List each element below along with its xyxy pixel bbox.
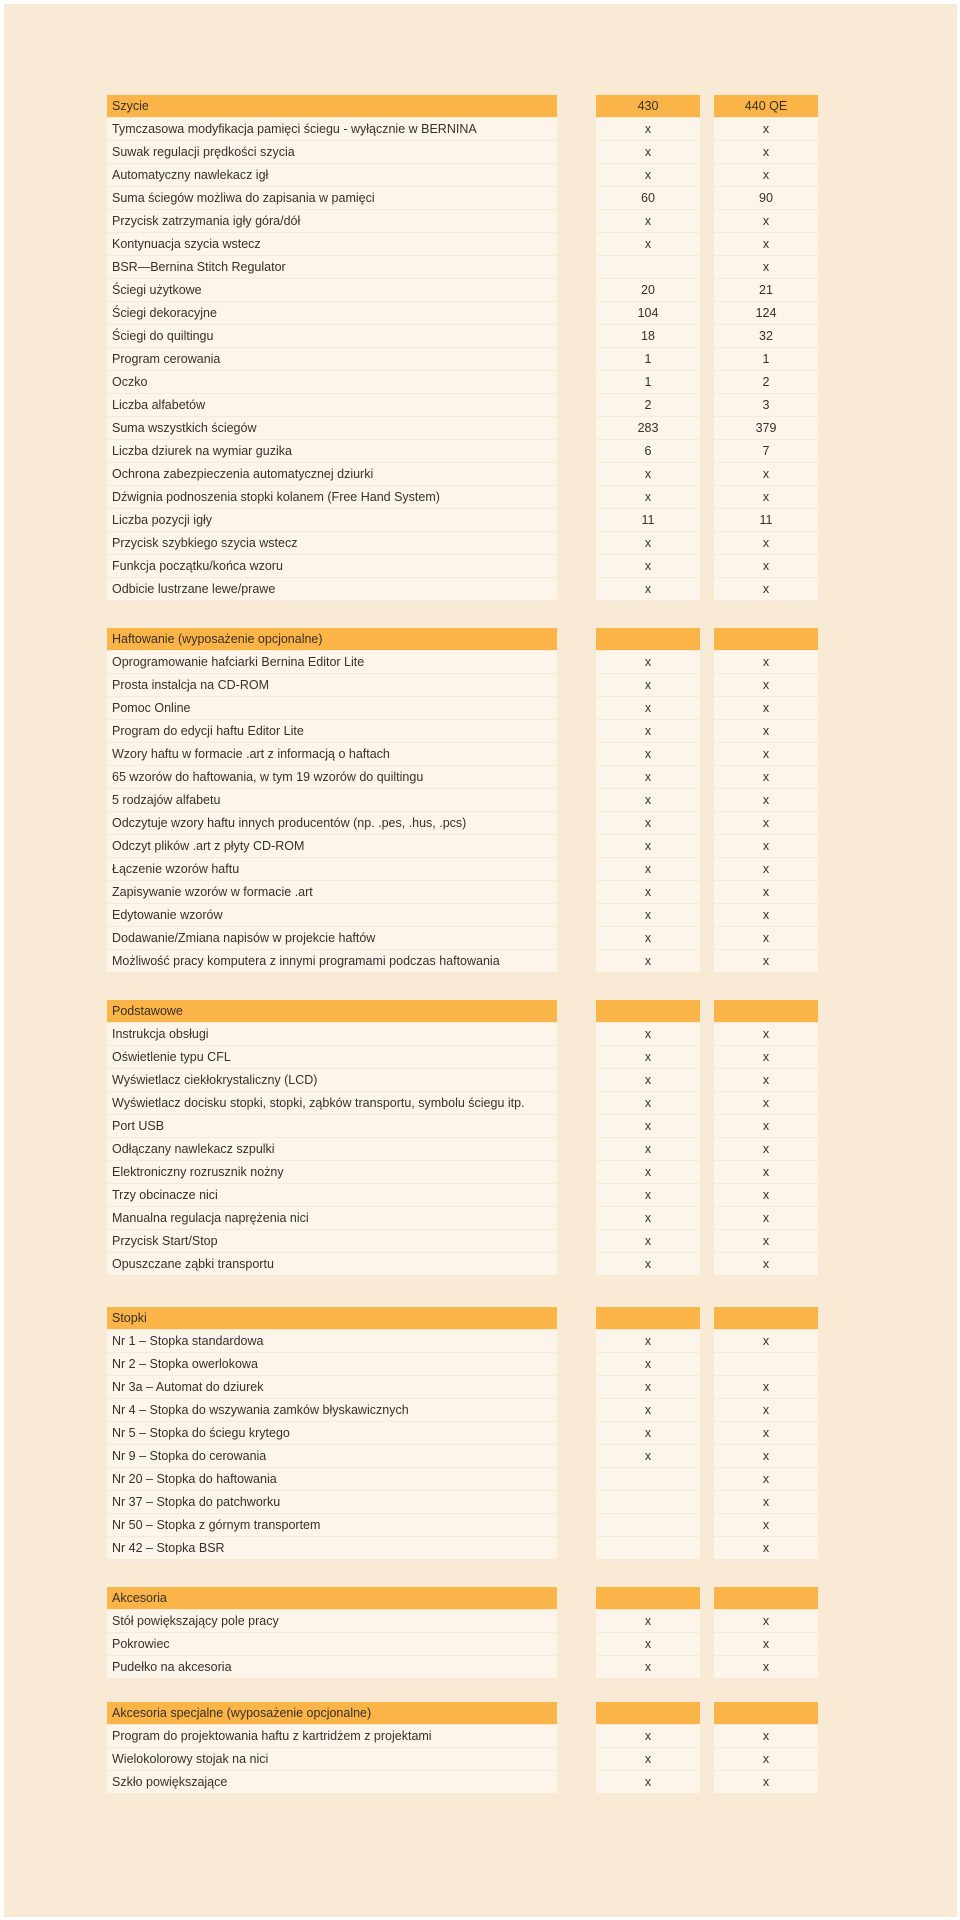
table-row <box>4 743 957 765</box>
feature-label: Nr 2 – Stopka owerlokowa <box>107 1353 557 1375</box>
section-title: Podstawowe <box>107 1000 557 1022</box>
value-440qe: 124 <box>714 302 818 324</box>
column-header-430 <box>596 1702 700 1724</box>
value-440qe: 90 <box>714 187 818 209</box>
section-header-row <box>4 628 957 650</box>
feature-label: Program cerowania <box>107 348 557 370</box>
value-440qe: x <box>714 164 818 186</box>
table-row <box>4 509 957 531</box>
table-row <box>4 256 957 278</box>
value-440qe: x <box>714 578 818 600</box>
value-440qe: x <box>714 1399 818 1421</box>
table-row <box>4 1184 957 1206</box>
value-440qe: x <box>714 904 818 926</box>
section-table <box>4 1587 957 1679</box>
table-row <box>4 394 957 416</box>
feature-label: Stół powiększający pole pracy <box>107 1610 557 1632</box>
value-430: x <box>596 835 700 857</box>
table-row <box>4 141 957 163</box>
value-440qe: x <box>714 256 818 278</box>
table-row <box>4 1468 957 1490</box>
section-title: Akcesoria <box>107 1587 557 1609</box>
feature-label: Pudełko na akcesoria <box>107 1656 557 1678</box>
feature-label: Ściegi do quiltingu <box>107 325 557 347</box>
table-row <box>4 651 957 673</box>
value-430: x <box>596 463 700 485</box>
value-440qe: x <box>714 1748 818 1770</box>
value-430: x <box>596 950 700 972</box>
value-430: x <box>596 858 700 880</box>
table-row <box>4 463 957 485</box>
feature-label: Odbicie lustrzane lewe/prawe <box>107 578 557 600</box>
value-430: x <box>596 1092 700 1114</box>
value-440qe: 379 <box>714 417 818 439</box>
table-row <box>4 927 957 949</box>
value-430: x <box>596 1633 700 1655</box>
value-430: x <box>596 651 700 673</box>
value-430 <box>596 1491 700 1513</box>
value-430: x <box>596 674 700 696</box>
value-440qe: x <box>714 1633 818 1655</box>
section-header-row <box>4 1307 957 1329</box>
feature-label: Trzy obcinacze nici <box>107 1184 557 1206</box>
feature-label: Nr 20 – Stopka do haftowania <box>107 1468 557 1490</box>
value-430: x <box>596 743 700 765</box>
value-440qe: x <box>714 858 818 880</box>
section-header-row <box>4 1587 957 1609</box>
value-440qe: x <box>714 743 818 765</box>
feature-label: Nr 5 – Stopka do ściegu krytego <box>107 1422 557 1444</box>
value-430: 6 <box>596 440 700 462</box>
table-row <box>4 1161 957 1183</box>
feature-label: Szkło powiększające <box>107 1771 557 1793</box>
column-header-430 <box>596 1000 700 1022</box>
value-440qe: x <box>714 1725 818 1747</box>
value-430: x <box>596 1725 700 1747</box>
feature-label: Oprogramowanie hafciarki Bernina Editor Lite <box>107 651 557 673</box>
value-440qe: 2 <box>714 371 818 393</box>
value-440qe: x <box>714 1069 818 1091</box>
feature-label: Ściegi dekoracyjne <box>107 302 557 324</box>
table-row <box>4 1092 957 1114</box>
value-430: x <box>596 881 700 903</box>
value-430: x <box>596 1138 700 1160</box>
feature-label: Suma ściegów możliwa do zapisania w pamięci <box>107 187 557 209</box>
feature-label: Przycisk Start/Stop <box>107 1230 557 1252</box>
column-header-430 <box>596 1307 700 1329</box>
value-430: x <box>596 1422 700 1444</box>
feature-label: Wzory haftu w formacie .art z informacją o haftach <box>107 743 557 765</box>
feature-label: Odczytuje wzory haftu innych producentów (np. .pes, .hus, .pcs) <box>107 812 557 834</box>
table-row <box>4 1771 957 1793</box>
feature-label: Oczko <box>107 371 557 393</box>
value-440qe: 3 <box>714 394 818 416</box>
feature-label: Opuszczane ząbki transportu <box>107 1253 557 1275</box>
value-430 <box>596 1514 700 1536</box>
value-430: x <box>596 578 700 600</box>
feature-label: BSR—Bernina Stitch Regulator <box>107 256 557 278</box>
feature-label: Tymczasowa modyfikacja pamięci ściegu - wyłącznie w BERNINA <box>107 118 557 140</box>
value-440qe: x <box>714 881 818 903</box>
value-430: x <box>596 812 700 834</box>
table-row <box>4 532 957 554</box>
section-title: Haftowanie (wyposażenie opcjonalne) <box>107 628 557 650</box>
section-table <box>4 1307 957 1560</box>
table-row <box>4 1023 957 1045</box>
table-row <box>4 118 957 140</box>
value-430: x <box>596 1330 700 1352</box>
feature-label: Liczba alfabetów <box>107 394 557 416</box>
table-row <box>4 1330 957 1352</box>
value-430 <box>596 1537 700 1559</box>
column-header-430 <box>596 628 700 650</box>
value-430: x <box>596 1771 700 1793</box>
column-header-440qe: 440 QE <box>714 95 818 117</box>
value-440qe: x <box>714 651 818 673</box>
value-440qe: x <box>714 1422 818 1444</box>
feature-label: Nr 42 – Stopka BSR <box>107 1537 557 1559</box>
value-430: 283 <box>596 417 700 439</box>
column-header-430 <box>596 1587 700 1609</box>
feature-label: Pokrowiec <box>107 1633 557 1655</box>
value-440qe: x <box>714 1115 818 1137</box>
value-440qe: x <box>714 1537 818 1559</box>
value-430: x <box>596 210 700 232</box>
table-row <box>4 1725 957 1747</box>
value-430: x <box>596 927 700 949</box>
value-440qe: x <box>714 141 818 163</box>
value-430: x <box>596 1353 700 1375</box>
value-430: x <box>596 766 700 788</box>
table-row <box>4 371 957 393</box>
feature-label: 5 rodzajów alfabetu <box>107 789 557 811</box>
feature-label: Nr 4 – Stopka do wszywania zamków błyskawicznych <box>107 1399 557 1421</box>
value-430: x <box>596 720 700 742</box>
value-430: x <box>596 1069 700 1091</box>
table-row <box>4 555 957 577</box>
feature-label: Możliwość pracy komputera z innymi programami podczas haftowania <box>107 950 557 972</box>
value-430: x <box>596 1656 700 1678</box>
table-row <box>4 881 957 903</box>
value-430: 2 <box>596 394 700 416</box>
column-header-440qe <box>714 1702 818 1724</box>
table-row <box>4 1399 957 1421</box>
section-table <box>4 95 957 601</box>
feature-label: Suma wszystkich ściegów <box>107 417 557 439</box>
table-row <box>4 1610 957 1632</box>
value-440qe: x <box>714 1468 818 1490</box>
feature-label: Odczyt plików .art z płyty CD-ROM <box>107 835 557 857</box>
table-row <box>4 674 957 696</box>
value-430: 104 <box>596 302 700 324</box>
value-430: x <box>596 1445 700 1467</box>
feature-label: Dodawanie/Zmiana napisów w projekcie haftów <box>107 927 557 949</box>
table-row <box>4 1353 957 1375</box>
feature-label: Przycisk zatrzymania igły góra/dół <box>107 210 557 232</box>
value-440qe: x <box>714 1771 818 1793</box>
value-430: x <box>596 233 700 255</box>
table-row <box>4 1230 957 1252</box>
table-row <box>4 325 957 347</box>
value-430: x <box>596 532 700 554</box>
value-440qe: x <box>714 950 818 972</box>
value-440qe: x <box>714 674 818 696</box>
table-row <box>4 348 957 370</box>
feature-label: Elektroniczny rozrusznik nożny <box>107 1161 557 1183</box>
feature-label: Suwak regulacji prędkości szycia <box>107 141 557 163</box>
value-440qe: x <box>714 118 818 140</box>
table-row <box>4 1748 957 1770</box>
feature-label: Program do projektowania haftu z kartridżem z projektami <box>107 1725 557 1747</box>
table-row <box>4 1253 957 1275</box>
value-440qe: x <box>714 1184 818 1206</box>
value-440qe: 1 <box>714 348 818 370</box>
feature-label: Nr 3a – Automat do dziurek <box>107 1376 557 1398</box>
feature-label: Funkcja początku/końca wzoru <box>107 555 557 577</box>
value-430: x <box>596 1023 700 1045</box>
table-row <box>4 1633 957 1655</box>
value-430: x <box>596 1046 700 1068</box>
value-430: 11 <box>596 509 700 531</box>
value-440qe: 21 <box>714 279 818 301</box>
value-430: x <box>596 1230 700 1252</box>
feature-label: Nr 1 – Stopka standardowa <box>107 1330 557 1352</box>
table-row <box>4 1445 957 1467</box>
value-430: x <box>596 904 700 926</box>
feature-label: Nr 37 – Stopka do patchworku <box>107 1491 557 1513</box>
feature-label: Wyświetlacz docisku stopki, stopki, ząbków transportu, symbolu ściegu itp. <box>107 1092 557 1114</box>
feature-label: Manualna regulacja naprężenia nici <box>107 1207 557 1229</box>
feature-label: Odłączany nawlekacz szpulki <box>107 1138 557 1160</box>
value-440qe: x <box>714 1230 818 1252</box>
value-430: x <box>596 118 700 140</box>
value-440qe: 7 <box>714 440 818 462</box>
value-430: 60 <box>596 187 700 209</box>
value-440qe: 11 <box>714 509 818 531</box>
feature-label: Prosta instalcja na CD-ROM <box>107 674 557 696</box>
value-430: x <box>596 1207 700 1229</box>
value-430: x <box>596 1399 700 1421</box>
table-row <box>4 1138 957 1160</box>
table-row <box>4 302 957 324</box>
table-row <box>4 1514 957 1536</box>
feature-label: Kontynuacja szycia wstecz <box>107 233 557 255</box>
feature-label: 65 wzorów do haftowania, w tym 19 wzorów do quiltingu <box>107 766 557 788</box>
value-440qe <box>714 1353 818 1375</box>
value-440qe: x <box>714 812 818 834</box>
feature-label: Automatyczny nawlekacz igł <box>107 164 557 186</box>
table-row <box>4 417 957 439</box>
feature-label: Oświetlenie typu CFL <box>107 1046 557 1068</box>
table-row <box>4 1656 957 1678</box>
feature-label: Liczba pozycji igły <box>107 509 557 531</box>
value-430: x <box>596 789 700 811</box>
table-row <box>4 1376 957 1398</box>
value-430: x <box>596 1610 700 1632</box>
section-header-row <box>4 1702 957 1724</box>
value-440qe: x <box>714 1207 818 1229</box>
value-430: x <box>596 697 700 719</box>
value-440qe: x <box>714 1514 818 1536</box>
section-title: Szycie <box>107 95 557 117</box>
value-430: 1 <box>596 348 700 370</box>
spec-page <box>4 4 957 1917</box>
feature-label: Wielokolorowy stojak na nici <box>107 1748 557 1770</box>
section-table <box>4 628 957 973</box>
value-440qe: x <box>714 1491 818 1513</box>
value-430: x <box>596 486 700 508</box>
value-440qe: x <box>714 1445 818 1467</box>
table-row <box>4 812 957 834</box>
table-row <box>4 1491 957 1513</box>
table-row <box>4 1115 957 1137</box>
value-430: x <box>596 1376 700 1398</box>
feature-label: Liczba dziurek na wymiar guzika <box>107 440 557 462</box>
value-440qe: x <box>714 1610 818 1632</box>
value-430: x <box>596 555 700 577</box>
table-row <box>4 486 957 508</box>
feature-label: Łączenie wzorów haftu <box>107 858 557 880</box>
table-row <box>4 1422 957 1444</box>
value-430: 1 <box>596 371 700 393</box>
value-440qe: x <box>714 486 818 508</box>
table-row <box>4 697 957 719</box>
feature-label: Ściegi użytkowe <box>107 279 557 301</box>
value-440qe: x <box>714 532 818 554</box>
value-440qe: x <box>714 1376 818 1398</box>
table-row <box>4 233 957 255</box>
feature-label: Nr 50 – Stopka z górnym transportem <box>107 1514 557 1536</box>
value-440qe: x <box>714 835 818 857</box>
table-row <box>4 1069 957 1091</box>
table-row <box>4 1207 957 1229</box>
table-row <box>4 279 957 301</box>
table-row <box>4 210 957 232</box>
value-440qe: x <box>714 210 818 232</box>
value-430 <box>596 1468 700 1490</box>
value-440qe: x <box>714 927 818 949</box>
section-header-row <box>4 1000 957 1022</box>
section-table <box>4 1702 957 1794</box>
value-440qe: x <box>714 233 818 255</box>
value-440qe: x <box>714 1046 818 1068</box>
value-440qe: x <box>714 463 818 485</box>
value-440qe: 32 <box>714 325 818 347</box>
value-430: x <box>596 1115 700 1137</box>
table-row <box>4 858 957 880</box>
value-430: 18 <box>596 325 700 347</box>
column-header-440qe <box>714 1587 818 1609</box>
value-440qe: x <box>714 1161 818 1183</box>
value-440qe: x <box>714 697 818 719</box>
value-430: x <box>596 164 700 186</box>
section-title: Stopki <box>107 1307 557 1329</box>
value-440qe: x <box>714 1253 818 1275</box>
feature-label: Nr 9 – Stopka do cerowania <box>107 1445 557 1467</box>
feature-label: Przycisk szybkiego szycia wstecz <box>107 532 557 554</box>
table-row <box>4 904 957 926</box>
table-row <box>4 578 957 600</box>
value-440qe: x <box>714 1023 818 1045</box>
feature-label: Program do edycji haftu Editor Lite <box>107 720 557 742</box>
value-440qe: x <box>714 555 818 577</box>
value-440qe: x <box>714 1138 818 1160</box>
value-440qe: x <box>714 789 818 811</box>
table-row <box>4 1537 957 1559</box>
value-430: x <box>596 1184 700 1206</box>
value-430: x <box>596 1253 700 1275</box>
section-title: Akcesoria specjalne (wyposażenie opcjonalne) <box>107 1702 557 1724</box>
table-row <box>4 1046 957 1068</box>
feature-label: Zapisywanie wzorów w formacie .art <box>107 881 557 903</box>
value-430: x <box>596 1161 700 1183</box>
column-header-440qe <box>714 1000 818 1022</box>
table-row <box>4 440 957 462</box>
feature-label: Port USB <box>107 1115 557 1137</box>
feature-label: Wyświetlacz ciekłokrystaliczny (LCD) <box>107 1069 557 1091</box>
value-430: 20 <box>596 279 700 301</box>
value-440qe: x <box>714 1656 818 1678</box>
feature-label: Instrukcja obsługi <box>107 1023 557 1045</box>
value-440qe: x <box>714 1092 818 1114</box>
table-row <box>4 720 957 742</box>
table-row <box>4 766 957 788</box>
value-430: x <box>596 141 700 163</box>
column-header-440qe <box>714 628 818 650</box>
value-440qe: x <box>714 720 818 742</box>
column-header-440qe <box>714 1307 818 1329</box>
table-row <box>4 187 957 209</box>
value-430: x <box>596 1748 700 1770</box>
feature-label: Ochrona zabezpieczenia automatycznej dziurki <box>107 463 557 485</box>
section-table <box>4 1000 957 1276</box>
section-header-row <box>4 95 957 117</box>
feature-label: Dźwignia podnoszenia stopki kolanem (Free Hand System) <box>107 486 557 508</box>
table-row <box>4 835 957 857</box>
table-row <box>4 950 957 972</box>
table-row <box>4 789 957 811</box>
table-row <box>4 164 957 186</box>
value-440qe: x <box>714 766 818 788</box>
value-430 <box>596 256 700 278</box>
column-header-430: 430 <box>596 95 700 117</box>
value-440qe: x <box>714 1330 818 1352</box>
feature-label: Edytowanie wzorów <box>107 904 557 926</box>
feature-label: Pomoc Online <box>107 697 557 719</box>
